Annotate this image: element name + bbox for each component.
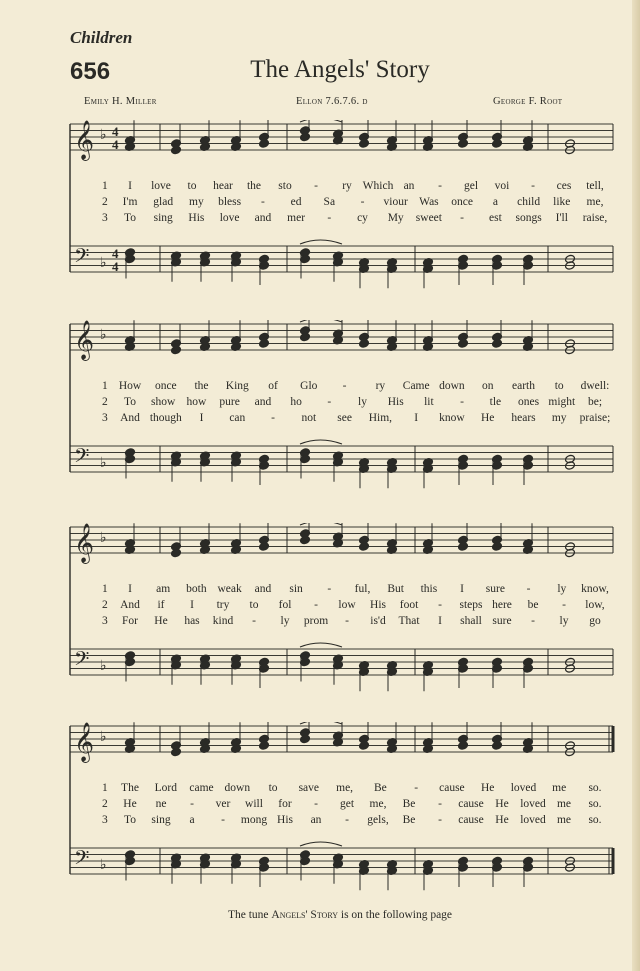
lyric-syllable: ry <box>342 180 352 192</box>
lyric-syllable: ly <box>557 583 567 595</box>
lyric-syllable: ones <box>518 396 540 408</box>
lyric-syllable: bless <box>218 196 242 208</box>
lyric-syllable: down <box>224 782 251 794</box>
lyric-syllable: show <box>151 396 176 408</box>
lyric-syllable: voi <box>494 180 510 192</box>
lyric-syllable: viour <box>383 196 408 208</box>
lyric-syllable: love <box>151 180 171 192</box>
lyric-syllable: on <box>481 380 494 392</box>
lyric-syllable: not <box>301 412 317 424</box>
lyric-syllable: - <box>531 615 535 627</box>
verse-number: 1 <box>102 583 108 595</box>
lyric-syllable: prom <box>303 615 329 627</box>
lyrics-block <box>0 120 640 320</box>
lyric-syllable: try <box>216 599 230 611</box>
key-signature-flat: ♭ <box>100 530 107 546</box>
lyric-syllable: my <box>551 412 567 424</box>
lyric-syllable: gel <box>463 180 479 192</box>
verse-number: 1 <box>102 380 108 392</box>
lyric-syllable: - <box>314 798 318 810</box>
lyric-syllable: for <box>278 798 292 810</box>
lyric-syllable: ed <box>290 196 302 208</box>
footer-prefix: The tune <box>227 909 269 921</box>
lyric-syllable: - <box>190 798 194 810</box>
lyric-syllable: Came <box>402 380 430 392</box>
lyric-syllable: save <box>298 782 320 794</box>
lyric-syllable: ful, <box>354 583 371 595</box>
lyric-line <box>0 212 640 226</box>
footer-note <box>0 909 640 921</box>
lyric-syllable: I <box>460 583 465 595</box>
lyric-syllable: - <box>438 180 442 192</box>
lyric-syllable: - <box>221 814 225 826</box>
treble-clef: 𝄞 <box>74 523 95 563</box>
lyric-syllable: raise, <box>582 212 608 224</box>
lyrics-block <box>0 320 640 520</box>
lyric-syllable: earth <box>512 380 535 392</box>
lyric-syllable: He <box>123 798 137 810</box>
lyric-syllable: Be <box>402 798 416 810</box>
hymn-number: 656 <box>70 58 111 85</box>
lyric-syllable: child <box>517 196 541 208</box>
lyric-syllable: ry <box>375 380 386 392</box>
footer-tune-name: Angels' Story <box>271 909 339 921</box>
lyric-syllable: Be <box>374 782 387 794</box>
lyric-syllable: tell, <box>586 180 604 192</box>
lyric-syllable: hear <box>213 180 233 192</box>
lyric-line <box>0 814 640 828</box>
lyric-syllable: foot <box>399 599 419 611</box>
lyric-syllable: ly <box>358 396 367 408</box>
lyric-syllable: songs <box>515 212 542 224</box>
lyric-syllable: - <box>531 180 535 192</box>
lyric-syllable: Was <box>419 196 439 208</box>
lyric-syllable: kind <box>212 615 234 627</box>
verse-number: 1 <box>102 782 108 794</box>
lyric-syllable: pure <box>219 396 240 408</box>
lyric-syllable: praise; <box>579 412 611 424</box>
lyric-syllable: go <box>589 615 601 627</box>
lyric-syllable: mer <box>287 212 306 224</box>
lyric-syllable: if <box>157 599 165 611</box>
lyric-syllable: - <box>260 196 265 208</box>
verse-number: 1 <box>102 180 108 192</box>
music-system <box>0 320 640 520</box>
lyric-syllable: ces <box>556 180 572 192</box>
lyric-syllable: so. <box>588 798 602 810</box>
bass-clef: 𝄢 <box>74 444 90 472</box>
lyric-syllable: came <box>189 782 214 794</box>
lyrics-block <box>0 523 640 723</box>
lyric-syllable: and <box>254 583 272 595</box>
lyric-syllable: And <box>120 412 140 424</box>
verse-number: 3 <box>102 212 108 224</box>
lyric-syllable: - <box>526 583 531 595</box>
lyric-syllable: Be <box>402 814 416 826</box>
lyric-syllable: can <box>229 412 246 424</box>
lyric-syllable: fol <box>278 599 292 611</box>
treble-clef: 𝄞 <box>74 120 95 160</box>
lyric-syllable: low, <box>585 599 605 611</box>
verse-number: 2 <box>102 798 108 810</box>
lyric-syllable: hears <box>511 412 536 424</box>
verse-number: 2 <box>102 196 108 208</box>
lyric-syllable: loved <box>510 782 537 794</box>
lyric-syllable: sing <box>153 212 173 224</box>
lyric-syllable: me, <box>586 196 604 208</box>
lyric-syllable: to <box>554 380 564 392</box>
lyric-syllable: glad <box>153 196 174 208</box>
lyric-syllable: - <box>460 396 465 408</box>
lyrics-block <box>0 722 640 922</box>
lyric-line <box>0 412 640 426</box>
lyric-syllable: - <box>252 615 256 627</box>
lyric-syllable: His <box>188 212 205 224</box>
lyric-syllable: - <box>342 380 347 392</box>
lyric-syllable: I <box>438 615 442 627</box>
verse-number: 2 <box>102 599 108 611</box>
lyric-syllable: sweet <box>415 212 442 224</box>
lyric-syllable: how <box>186 396 207 408</box>
lyric-syllable: - <box>314 180 318 192</box>
lyric-syllable: - <box>314 599 318 611</box>
lyric-syllable: To <box>124 212 136 224</box>
lyric-syllable: might <box>548 396 576 408</box>
lyric-syllable: mong <box>240 814 268 826</box>
lyric-syllable: est <box>489 212 502 224</box>
lyric-syllable: to <box>187 180 197 192</box>
author-credit: Emily H. Miller <box>84 96 157 107</box>
lyric-syllable: loved <box>520 798 546 810</box>
lyric-syllable: His <box>387 396 404 408</box>
lyric-syllable: be; <box>587 396 603 408</box>
lyric-line <box>0 380 640 394</box>
lyric-syllable: sing <box>151 814 171 826</box>
lyric-syllable: I <box>128 180 132 192</box>
lyric-syllable: of <box>268 380 278 392</box>
lyric-syllable: down <box>439 380 465 392</box>
lyric-syllable: But <box>387 583 404 595</box>
key-signature-flat: ♭ <box>100 857 107 873</box>
lyric-syllable: - <box>345 615 349 627</box>
lyric-syllable: He <box>154 615 168 627</box>
lyric-line <box>0 798 640 812</box>
key-signature-flat: ♭ <box>100 729 107 745</box>
lyric-syllable: I <box>190 599 194 611</box>
verse-number: 2 <box>102 396 108 408</box>
lyric-syllable: here <box>492 599 512 611</box>
lyric-syllable: My <box>387 212 404 224</box>
lyric-syllable: - <box>438 599 442 611</box>
lyric-syllable: King <box>225 380 249 392</box>
lyric-syllable: to <box>249 599 259 611</box>
lyric-line <box>0 583 640 597</box>
lyric-syllable: sin <box>289 583 303 595</box>
lyric-syllable: me, <box>336 782 354 794</box>
hymn-title: The Angels' Story <box>250 56 430 83</box>
lyric-syllable: me <box>552 782 567 794</box>
bass-clef: 𝄢 <box>74 647 90 675</box>
lyric-syllable: cause <box>439 782 465 794</box>
lyric-syllable: me <box>556 814 572 826</box>
music-system <box>0 120 640 320</box>
treble-clef: 𝄞 <box>74 722 95 762</box>
time-signature-top: 4 <box>112 124 119 139</box>
verse-number: 3 <box>102 615 108 627</box>
lyric-syllable: How <box>118 380 142 392</box>
lyric-syllable: know <box>439 412 465 424</box>
lyric-syllable: an <box>310 814 322 826</box>
lyric-syllable: ly <box>280 615 290 627</box>
lyric-syllable: am <box>156 583 171 595</box>
lyric-syllable: - <box>345 814 349 826</box>
key-signature-flat: ♭ <box>100 255 107 271</box>
lyric-syllable: lit <box>424 396 434 408</box>
time-signature-bottom: 4 <box>112 137 119 152</box>
composer-credit: George F. Root <box>493 96 563 107</box>
lyric-syllable: - <box>360 196 365 208</box>
lyric-syllable: ly <box>559 615 569 627</box>
lyric-syllable: sure <box>492 615 512 627</box>
lyric-syllable: shall <box>460 615 482 627</box>
lyric-syllable: Lord <box>154 782 177 794</box>
lyric-syllable: - <box>414 782 419 794</box>
lyric-syllable: me, <box>369 798 387 810</box>
key-signature-flat: ♭ <box>100 327 107 343</box>
lyric-syllable: an <box>403 180 415 192</box>
lyric-syllable: tle <box>489 396 502 408</box>
lyric-syllable: ho <box>290 396 302 408</box>
lyric-syllable: sto <box>278 180 292 192</box>
lyric-syllable: I <box>199 412 204 424</box>
lyric-syllable: me <box>556 798 572 810</box>
lyric-syllable: know, <box>581 583 609 595</box>
lyric-syllable: cause <box>458 814 484 826</box>
lyric-line <box>0 782 640 796</box>
key-signature-flat: ♭ <box>100 127 107 143</box>
lyric-line <box>0 196 640 210</box>
lyric-syllable: ver <box>215 798 231 810</box>
lyric-line <box>0 599 640 613</box>
lyric-syllable: His <box>370 599 386 611</box>
lyric-syllable: once <box>451 196 473 208</box>
lyric-syllable: I'll <box>555 212 568 224</box>
lyric-syllable: - <box>327 212 332 224</box>
lyric-syllable: to <box>268 782 278 794</box>
lyric-syllable: like <box>553 196 571 208</box>
lyric-syllable: - <box>327 583 332 595</box>
lyric-syllable: The <box>121 782 139 794</box>
lyric-syllable: To <box>124 396 136 408</box>
lyric-syllable: and <box>254 396 272 408</box>
lyric-syllable: ne <box>155 798 167 810</box>
lyric-syllable: He <box>495 814 509 826</box>
bass-clef: 𝄢 <box>74 244 90 272</box>
footer-suffix: is on the following page <box>340 909 453 921</box>
lyric-line <box>0 180 640 194</box>
lyric-syllable: Him, <box>368 412 393 424</box>
lyric-syllable: cause <box>458 798 484 810</box>
lyric-syllable: To <box>124 814 136 826</box>
treble-clef: 𝄞 <box>74 320 95 360</box>
lyric-syllable: - <box>460 212 465 224</box>
lyric-syllable: - <box>438 798 442 810</box>
lyric-syllable: the <box>246 180 262 192</box>
time-signature-bottom: 4 <box>112 259 119 274</box>
lyric-syllable: and <box>254 212 272 224</box>
section-label: Children <box>70 28 133 47</box>
verse-number: 3 <box>102 412 108 424</box>
lyric-syllable: - <box>438 814 442 826</box>
lyric-syllable: - <box>327 396 332 408</box>
lyric-syllable: loved <box>520 814 546 826</box>
lyric-syllable: the <box>194 380 209 392</box>
verse-number: 3 <box>102 814 108 826</box>
lyric-syllable: dwell: <box>580 380 610 392</box>
lyric-syllable: both <box>186 583 207 595</box>
lyric-syllable: He <box>480 782 495 794</box>
lyric-syllable: is'd <box>370 615 386 627</box>
lyric-syllable: get <box>339 798 355 810</box>
lyric-syllable: I <box>128 583 132 595</box>
lyric-syllable: so. <box>588 814 602 826</box>
lyric-syllable: - <box>271 412 276 424</box>
lyric-syllable: For <box>122 615 138 627</box>
bass-clef: 𝄢 <box>74 846 90 874</box>
lyric-syllable: His <box>277 814 293 826</box>
lyric-syllable: will <box>245 798 263 810</box>
lyric-syllable: He <box>480 412 495 424</box>
lyric-syllable: weak <box>217 583 242 595</box>
lyric-syllable: Glo <box>300 380 318 392</box>
lyric-syllable: Sa <box>323 196 336 208</box>
lyric-syllable: a <box>189 814 195 826</box>
lyric-syllable: I <box>414 412 419 424</box>
lyric-line <box>0 396 640 410</box>
key-signature-flat: ♭ <box>100 658 107 674</box>
lyric-syllable: Which <box>362 180 394 192</box>
lyric-syllable: so. <box>588 782 602 794</box>
lyric-syllable: though <box>149 412 182 424</box>
lyric-syllable: be <box>527 599 539 611</box>
lyric-syllable: my <box>189 196 204 208</box>
lyric-syllable: has <box>184 615 200 627</box>
lyric-syllable: steps <box>459 599 483 611</box>
lyric-line <box>0 615 640 629</box>
lyric-syllable: see <box>337 412 352 424</box>
lyric-syllable: this <box>420 583 438 595</box>
meter-credit: Ellon 7.6.7.6. d <box>296 96 368 107</box>
lyric-syllable: And <box>120 599 140 611</box>
lyric-syllable: gels, <box>367 814 389 826</box>
lyric-syllable: - <box>562 599 566 611</box>
lyric-syllable: I'm <box>122 196 138 208</box>
key-signature-flat: ♭ <box>100 455 107 471</box>
music-system <box>0 523 640 723</box>
lyric-syllable: That <box>398 615 420 627</box>
lyric-syllable: once <box>154 380 177 392</box>
music-system <box>0 722 640 922</box>
lyric-syllable: love <box>219 212 240 224</box>
lyric-syllable: He <box>495 798 509 810</box>
lyric-syllable: cy <box>357 212 368 224</box>
lyric-syllable: sure <box>485 583 505 595</box>
lyric-syllable: low <box>338 599 356 611</box>
lyric-syllable: a <box>492 196 498 208</box>
time-signature-top: 4 <box>112 246 119 261</box>
